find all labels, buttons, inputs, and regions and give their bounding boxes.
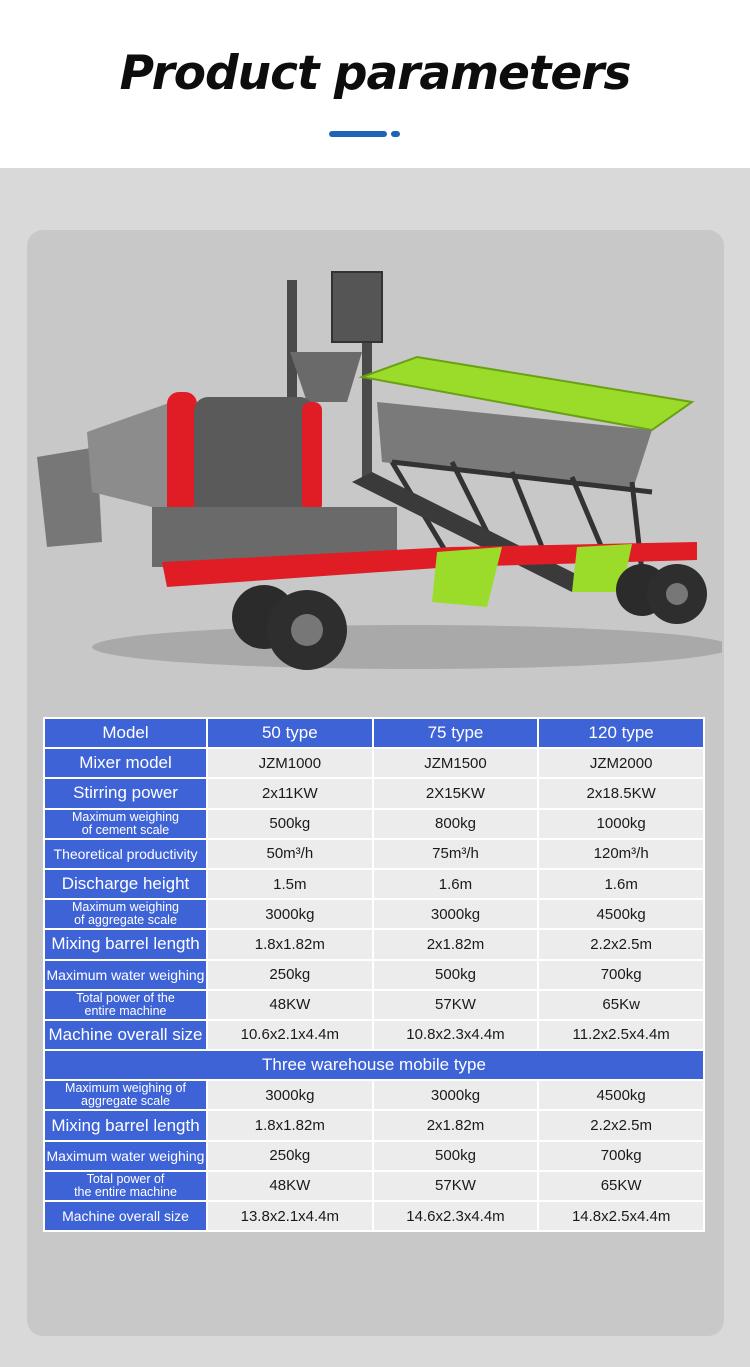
row-value: 500kg	[374, 1142, 538, 1170]
table-row	[45, 930, 703, 958]
row-value: JZM1000	[208, 749, 372, 777]
row-value: 1.6m	[374, 870, 538, 898]
table-row	[45, 961, 703, 989]
table-row	[45, 870, 703, 898]
row-value: 10.8x2.3x4.4m	[374, 1021, 538, 1049]
mixer-cone	[87, 402, 172, 512]
row-value: 75m³/h	[374, 840, 538, 868]
row-value: 2x18.5KW	[539, 779, 703, 807]
title-underline-long	[329, 131, 387, 137]
row-value: 120m³/h	[539, 840, 703, 868]
rear-wheels	[616, 564, 707, 624]
row-label: Mixing barrel length	[45, 930, 206, 958]
row-value: 1.6m	[539, 870, 703, 898]
table-row	[45, 1111, 703, 1139]
row-label: Maximum weighing of aggregate scale	[45, 1081, 206, 1109]
row-value: 50m³/h	[208, 840, 372, 868]
header-cell: 120 type	[539, 719, 703, 747]
table-row	[45, 840, 703, 868]
row-value: 1000kg	[539, 810, 703, 838]
table-row	[45, 1021, 703, 1049]
row-value: 1.8x1.82m	[208, 930, 372, 958]
row-value: 1.8x1.82m	[208, 1111, 372, 1139]
table-row	[45, 779, 703, 807]
row-value: 1.5m	[208, 870, 372, 898]
row-value: 2X15KW	[374, 779, 538, 807]
ground-shadow	[92, 625, 722, 669]
row-value: 500kg	[208, 810, 372, 838]
mixer-drum-body	[194, 397, 314, 517]
row-value: 11.2x2.5x4.4m	[539, 1021, 703, 1049]
table-header-row	[45, 719, 703, 747]
row-value: 2x1.82m	[374, 1111, 538, 1139]
row-value: 10.6x2.1x4.4m	[208, 1021, 372, 1049]
row-value: JZM2000	[539, 749, 703, 777]
row-label: Maximum water weighing	[45, 1142, 206, 1170]
row-value: 48KW	[208, 991, 372, 1019]
row-value: 4500kg	[539, 1081, 703, 1109]
chassis-green-panel	[432, 547, 502, 607]
row-value: 14.6x2.3x4.4m	[374, 1202, 538, 1230]
row-value: 65Kw	[539, 991, 703, 1019]
row-value: 3000kg	[374, 1081, 538, 1109]
mixer-drum-red-ring	[167, 392, 197, 522]
mixer-drum-red-rim	[302, 402, 322, 512]
table-row	[45, 749, 703, 777]
row-label: Theoretical productivity	[45, 840, 206, 868]
row-value: 2x11KW	[208, 779, 372, 807]
header-cell: Model	[45, 719, 206, 747]
section-title: Three warehouse mobile type	[45, 1051, 703, 1079]
row-label: Total power of the entire machine	[45, 991, 206, 1019]
row-label: Discharge height	[45, 870, 206, 898]
table-row	[45, 991, 703, 1019]
row-label: Machine overall size	[45, 1202, 206, 1230]
parameter-table	[43, 717, 705, 1232]
row-value: 700kg	[539, 961, 703, 989]
header-cell: 75 type	[374, 719, 538, 747]
mobile-concrete-mixer-illustration	[32, 262, 722, 692]
feeder-funnel	[290, 352, 362, 402]
row-label: Total power of the entire machine	[45, 1172, 206, 1200]
header-cell: 50 type	[208, 719, 372, 747]
row-value: 3000kg	[208, 1081, 372, 1109]
row-value: 250kg	[208, 961, 372, 989]
row-label: Maximum water weighing	[45, 961, 206, 989]
page-header	[0, 0, 750, 168]
table-row	[45, 1172, 703, 1200]
feeder-top-box	[332, 272, 382, 342]
row-value: 2.2x2.5m	[539, 1111, 703, 1139]
row-value: 57KW	[374, 991, 538, 1019]
row-value: 65KW	[539, 1172, 703, 1200]
row-value: 2.2x2.5m	[539, 930, 703, 958]
row-value: 57KW	[374, 1172, 538, 1200]
row-value: 3000kg	[374, 900, 538, 928]
row-label: Maximum weighing of aggregate scale	[45, 900, 206, 928]
row-value: 2x1.82m	[374, 930, 538, 958]
row-label: Mixer model	[45, 749, 206, 777]
row-label: Stirring power	[45, 779, 206, 807]
table-row	[45, 900, 703, 928]
row-value: 4500kg	[539, 900, 703, 928]
row-value: 700kg	[539, 1142, 703, 1170]
table-row	[45, 1081, 703, 1109]
row-value: JZM1500	[374, 749, 538, 777]
table-row	[45, 1142, 703, 1170]
page-title: Product parameters	[119, 46, 631, 101]
row-label: Maximum weighing of cement scale	[45, 810, 206, 838]
section-title-row	[45, 1051, 703, 1079]
row-value: 250kg	[208, 1142, 372, 1170]
table-row	[45, 1202, 703, 1230]
row-label: Mixing barrel length	[45, 1111, 206, 1139]
table-row	[45, 810, 703, 838]
title-underline-dot	[391, 131, 400, 137]
row-value: 14.8x2.5x4.4m	[539, 1202, 703, 1230]
row-value: 800kg	[374, 810, 538, 838]
row-label: Machine overall size	[45, 1021, 206, 1049]
row-value: 13.8x2.1x4.4m	[208, 1202, 372, 1230]
row-value: 3000kg	[208, 900, 372, 928]
row-value: 48KW	[208, 1172, 372, 1200]
row-value: 500kg	[374, 961, 538, 989]
